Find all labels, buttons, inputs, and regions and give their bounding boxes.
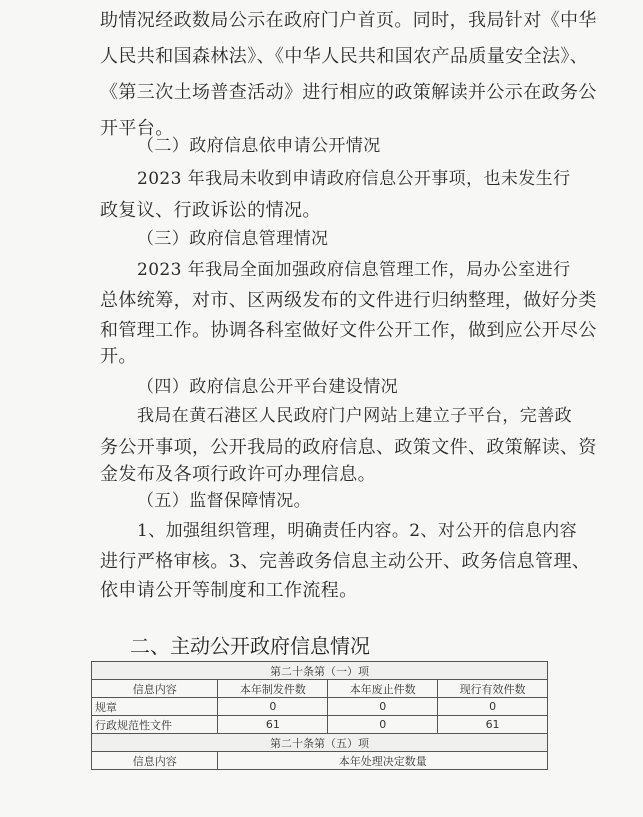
text-line: 政复议、行政诉讼的情况。 — [100, 200, 321, 221]
text-line: 金发布及各项行政许可办理信息。 — [100, 464, 376, 485]
info-table — [91, 661, 548, 770]
table-header-row — [92, 680, 548, 698]
text-line: 开。 — [100, 346, 137, 367]
row-cell: 0 — [328, 716, 438, 734]
text-line: 1、加强组织管理，明确责任内容。2、对公开的信息内容 — [137, 521, 578, 541]
text-line: （三）政府信息管理情况 — [137, 229, 329, 249]
table-title-2: 第二十条第（五）项 — [92, 734, 548, 752]
header-cell: 本年制发件数 — [218, 680, 328, 698]
row-cell: 61 — [218, 716, 328, 734]
row-cell: 0 — [328, 698, 438, 716]
section-heading: 二、主动公开政府信息情况 — [130, 634, 370, 658]
table-title-row — [92, 734, 548, 752]
row-label: 规章 — [92, 698, 218, 716]
text-line: 人民共和国森林法》、《中华人民共和国农产品质量安全法》、 — [100, 46, 589, 67]
header-cell: 本年废止件数 — [328, 680, 438, 698]
text-line: 务公开事项，公开我局的政府信息、政策文件、政策解读、资 — [100, 437, 597, 458]
text-line: 依申请公开等制度和工作流程。 — [100, 580, 358, 601]
row-label: 行政规范性文件 — [92, 716, 218, 734]
text-line: 进行严格审核。3、完善政务信息主动公开、政务信息管理、 — [100, 551, 591, 572]
table-row — [92, 698, 548, 716]
table-row — [92, 716, 548, 734]
text-line: 2023 年我局未收到申请政府信息公开事项，也未发生行 — [137, 169, 571, 189]
text-line: 2023 年我局全面加强政府信息管理工作，局办公室进行 — [137, 260, 571, 280]
table-title-1: 第二十条第（一）项 — [92, 662, 548, 680]
text-line: （五）监督保障情况。 — [137, 491, 311, 511]
table-title-row — [92, 662, 548, 680]
header-cell: 现行有效件数 — [438, 680, 548, 698]
header-cell: 信息内容 — [92, 680, 218, 698]
text-line: 和管理工作。协调各科室做好文件公开工作，做到应公开尽公 — [100, 320, 597, 341]
row-cell: 61 — [438, 716, 548, 734]
text-line: 开平台。 — [100, 118, 174, 139]
text-line: 总体统筹，对市、区两级发布的文件进行归纳整理，做好分类 — [100, 290, 597, 311]
text-line: 我局在黄石港区人民政府门户网站上建立子平台，完善政 — [137, 406, 572, 426]
text-line: （四）政府信息公开平台建设情况 — [137, 377, 398, 397]
text-line: 《第三次土场普查活动》进行相应的政策解读并公示在政务公 — [100, 82, 597, 103]
row-cell: 0 — [438, 698, 548, 716]
footer-label: 信息内容 — [92, 752, 218, 770]
text-line: 助情况经政数局公示在政府门户首页。同时，我局针对《中华 — [100, 10, 597, 31]
row-cell: 0 — [218, 698, 328, 716]
footer-value: 本年处理决定数量 — [218, 752, 548, 770]
table-footer-row — [92, 752, 548, 770]
text-line: （二）政府信息依申请公开情况 — [137, 136, 381, 156]
